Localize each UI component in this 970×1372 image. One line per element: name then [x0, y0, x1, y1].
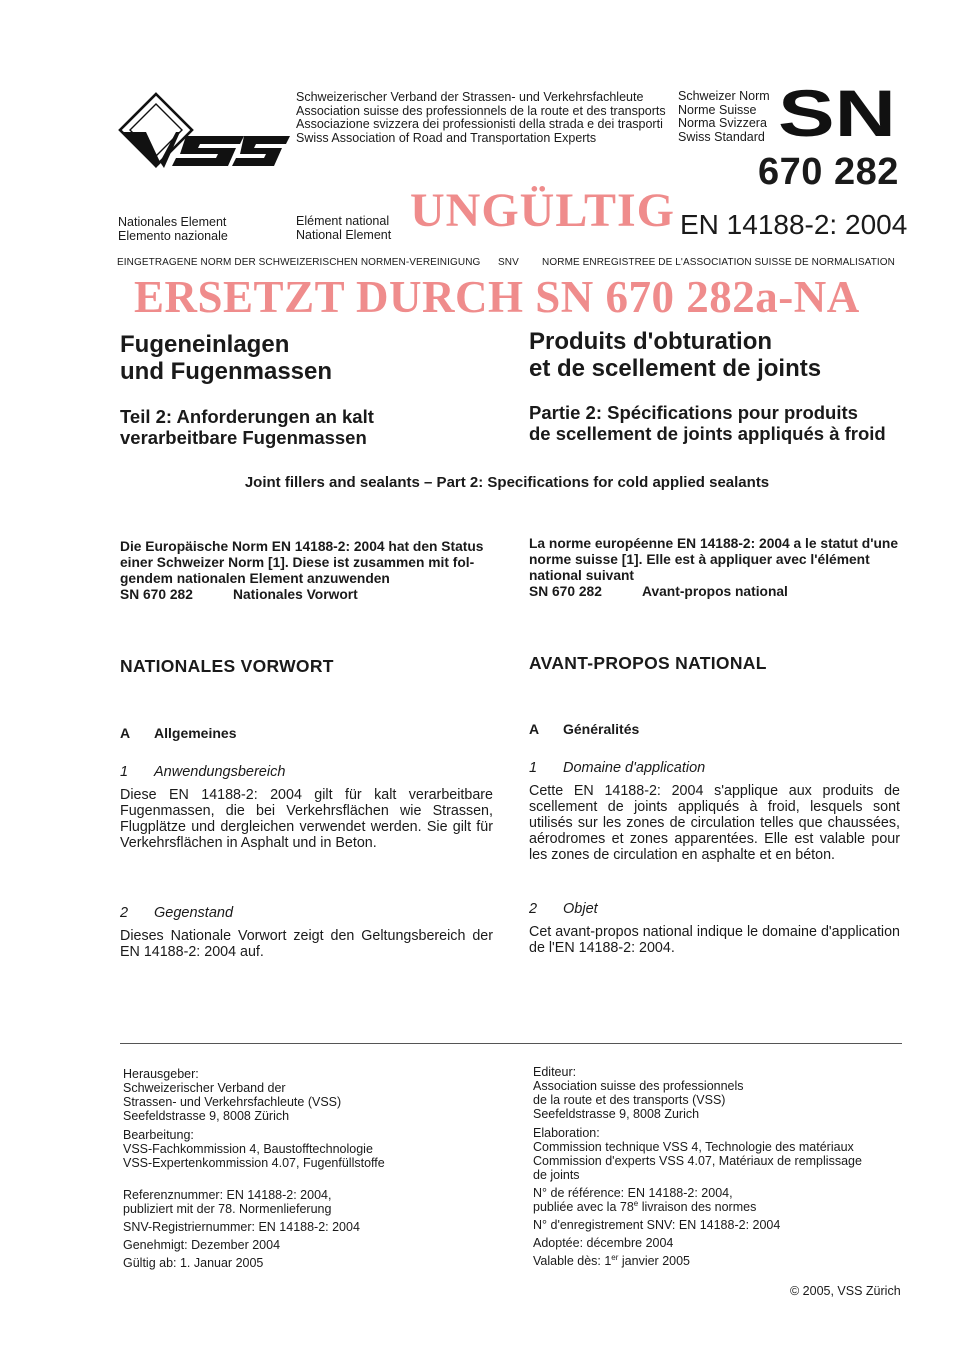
association-names — [296, 91, 666, 145]
footer-de-publisher-line: Strassen- und Verkehrsfachleute (VSS) — [123, 1095, 342, 1109]
part-title-de-line: Teil 2: Anforderungen an kalt — [120, 406, 374, 427]
section-2-fr-num: 2 — [529, 901, 538, 917]
section-2-fr-text: Cet avant-propos national indique le domaine d'application de l'EN 14188-2: 2004. — [529, 924, 900, 956]
standard-names — [678, 90, 770, 144]
footer-de-valid-from: Gültig ab: 1. Januar 2005 — [123, 1256, 264, 1270]
registration-left: EINGETRAGENE NORM DER SCHWEIZERISCHEN NORMEN-VEREINIGUNG — [117, 257, 481, 268]
section-1-fr-num: 1 — [529, 760, 538, 776]
section-1-de-text: Diese EN 14188-2: 2004 gilt für kalt verarbeitbare Fugenmassen, die bei Verkehrsflächen wie Strassen, Flugplätze und dergleichen verwendet werden. Sie gilt für Verkehrsflächen in Asphalt und in Beton. — [120, 787, 493, 851]
status-fr-line: La norme européenne EN 14188-2: 2004 a le statut d'une — [529, 536, 899, 551]
footer-fr-editing-line: Commission d'experts VSS 4.07, Matériaux de remplissage — [533, 1154, 862, 1168]
registration-center: SNV — [498, 257, 519, 268]
status-de — [120, 539, 493, 603]
title-fr-line: et de scellement de joints — [529, 355, 822, 382]
foreword-heading-fr: AVANT-PROPOS NATIONAL — [529, 653, 767, 673]
norm-number: 670 282 — [758, 151, 899, 193]
title-fr-line: Produits d'obturation — [529, 328, 773, 355]
footer-divider — [120, 1043, 902, 1044]
section-1-de-num: 1 — [120, 764, 129, 780]
invalid-stamp: UNGÜLTIG — [410, 184, 675, 237]
association-line: Swiss Association of Road and Transportation Experts — [296, 130, 597, 145]
title-fr — [529, 328, 900, 382]
footer-fr-valid-post: janvier 2005 — [618, 1254, 690, 1268]
footer-de-publisher-line: Seefeldstrasse 9, 8008 Zürich — [123, 1109, 290, 1123]
section-a-fr-num: A — [529, 721, 540, 737]
part-title-fr-line: de scellement de joints appliqués à froid — [529, 423, 886, 444]
national-element-fr: Elément national — [296, 214, 390, 228]
status-de-ref: SN 670 282 — [120, 587, 193, 602]
registration-right: NORME ENREGISTREE DE L'ASSOCIATION SUISSE DE NORMALISATION — [542, 257, 895, 268]
footer-de-editing-label: Bearbeitung: — [123, 1128, 194, 1142]
section-a-de-num: A — [120, 725, 131, 741]
footer-de-reference-line: Referenznummer: EN 14188-2: 2004, — [123, 1188, 332, 1202]
vss-logo-icon — [116, 92, 292, 176]
part-title-de-line: verarbeitbare Fugenmassen — [120, 427, 367, 448]
footer-de-editing-line: VSS-Expertenkommission 4.07, Fugenfüllstoffe — [123, 1156, 385, 1170]
status-fr-ref: SN 670 282 — [529, 584, 602, 599]
title-de — [120, 331, 493, 385]
footer-de-editing-line: VSS-Fachkommission 4, Baustofftechnologie — [123, 1142, 373, 1156]
status-de-line: einer Schweizer Norm [1]. Diese ist zusammen mit fol- — [120, 555, 475, 570]
footer-fr-valid-sup: er — [611, 1252, 619, 1262]
footer-fr-publisher-line: Association suisse des professionnels — [533, 1079, 744, 1093]
section-a-fr — [529, 721, 900, 737]
title-de-line: und Fugenmassen — [120, 358, 333, 385]
section-1-fr-title: Domaine d'application — [563, 760, 706, 776]
section-1-de-title: Anwendungsbereich — [154, 764, 286, 780]
footer-fr-editing-label: Elaboration: — [533, 1126, 600, 1140]
footer-de — [123, 1067, 513, 1270]
footer-de-snv-reg: SNV-Registriernummer: EN 14188-2: 2004 — [123, 1220, 360, 1234]
footer-de-publisher-label: Herausgeber: — [123, 1067, 199, 1081]
standard-name: Swiss Standard — [678, 129, 765, 144]
footer-fr-publisher-line: Seefeldstrasse 9, 8008 Zurich — [533, 1107, 700, 1121]
footer-fr-publisher-label: Editeur: — [533, 1065, 577, 1079]
section-a-de — [120, 725, 493, 741]
section-1-fr-text: Cette EN 14188-2: 2004 s'applique aux produits de scellement de joints appliqués à froid, lesquels sont utilisés sur les zones de circulation telles que chaussées, aérodromes et zones apparentées. Elle est valable pour les zones de circulation en asphalte et en béton. — [529, 783, 900, 863]
status-fr — [529, 536, 900, 600]
footer-fr-editing-line: de joints — [533, 1168, 580, 1182]
footer-fr — [533, 1065, 903, 1268]
status-de-line: gendem nationalen Element anzuwenden — [120, 571, 390, 586]
footer-fr-reference-pre: publiée avec la 78 — [533, 1200, 634, 1214]
footer-fr-reference-post: livraison des normes — [638, 1200, 757, 1214]
replaced-stamp: ERSETZT DURCH SN 670 282a-NA — [134, 272, 860, 322]
sn-mark-text: SN — [780, 84, 896, 142]
section-1-fr — [529, 760, 900, 776]
footer-fr-valid — [533, 1254, 903, 1268]
footer-fr-reference-line: N° de référence: EN 14188-2: 2004, — [533, 1186, 733, 1200]
copyright: © 2005, VSS Zürich — [790, 1284, 901, 1298]
section-1-de — [120, 764, 493, 780]
part-title-fr-line: Partie 2: Spécifications pour produits — [529, 402, 858, 423]
status-fr-line: national suivant — [529, 568, 635, 583]
status-de-line: Die Europäische Norm EN 14188-2: 2004 hat den Status — [120, 539, 484, 554]
en-reference: EN 14188-2: 2004 — [680, 209, 908, 240]
title-de-line: Fugeneinlagen — [120, 331, 290, 358]
footer-fr-approved: Adoptée: décembre 2004 — [533, 1236, 674, 1250]
national-element-de: Nationales Element — [118, 215, 227, 229]
national-element-mid — [296, 215, 391, 242]
footer-fr-publisher-line: de la route et des transports (VSS) — [533, 1093, 726, 1107]
footer-fr-valid-pre: Valable dès: 1 — [533, 1254, 612, 1268]
section-2-fr-title: Objet — [563, 901, 598, 917]
association-line: Schweizerischer Verband der Strassen- und Verkehrsfachleute — [296, 90, 644, 104]
section-2-de-text: Dieses Nationale Vorwort zeigt den Geltungsbereich der EN 14188-2: 2004 auf. — [120, 928, 493, 960]
national-element-it: Elemento nazionale — [118, 228, 228, 243]
status-de-ref-label: Nationales Vorwort — [233, 587, 358, 602]
foreword-heading-de: NATIONALES VORWORT — [120, 656, 334, 676]
association-line: Associazione svizzera dei professionisti della strada e dei trasporti — [296, 117, 663, 131]
section-2-de-num: 2 — [120, 905, 129, 921]
section-2-de — [120, 905, 493, 921]
part-title-de — [120, 406, 493, 448]
national-element-left — [118, 216, 228, 243]
footer-fr-reference-line2 — [533, 1200, 903, 1214]
footer-de-publisher-line: Schweizerischer Verband der — [123, 1081, 286, 1095]
section-2-fr — [529, 901, 900, 917]
vss-logo — [116, 92, 292, 176]
registration-strip — [117, 256, 895, 270]
footer-de-reference-line: publiziert mit der 78. Normenlieferung — [123, 1202, 332, 1216]
english-subtitle: Joint fillers and sealants – Part 2: Specifications for cold applied sealants — [244, 474, 770, 491]
section-a-de-title: Allgemeines — [154, 725, 237, 741]
standard-name: Schweizer Norm — [678, 89, 770, 103]
status-fr-line: norme suisse [1]. Elle est à appliquer avec l'élément — [529, 552, 870, 567]
standard-name: Norme Suisse — [678, 102, 757, 117]
footer-fr-reference-sup: e — [633, 1198, 639, 1208]
association-line: Association suisse des professionnels de la route et des transports — [296, 103, 666, 118]
section-2-de-title: Gegenstand — [154, 905, 234, 921]
footer-de-approved: Genehmigt: Dezember 2004 — [123, 1238, 281, 1252]
section-a-fr-title: Généralités — [563, 721, 640, 737]
national-element-en: National Element — [296, 227, 392, 242]
sn-mark-icon — [780, 84, 896, 142]
footer-fr-snv-reg: N° d'enregistrement SNV: EN 14188-2: 2004 — [533, 1218, 781, 1232]
standard-name: Norma Svizzera — [678, 116, 767, 130]
footer-fr-editing-line: Commission technique VSS 4, Technologie des matériaux — [533, 1140, 854, 1154]
part-title-fr — [529, 402, 909, 444]
status-fr-ref-label: Avant-propos national — [642, 584, 788, 599]
sn-mark — [780, 84, 896, 142]
